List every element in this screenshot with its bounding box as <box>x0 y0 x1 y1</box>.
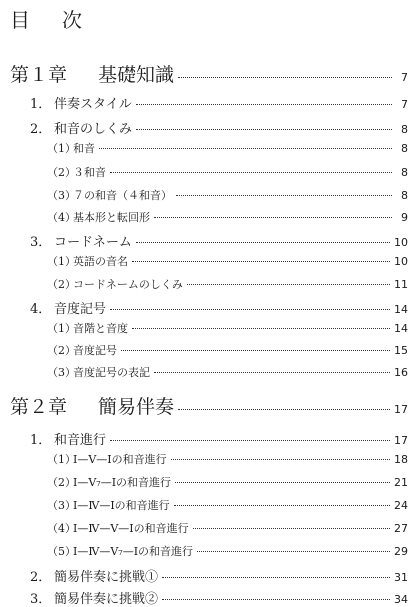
chapter-title: 簡易伴奏 <box>98 396 175 418</box>
dot-leader <box>99 148 392 149</box>
toc-section-entry[interactable] <box>30 566 408 585</box>
entry-number: （2） <box>47 278 76 291</box>
dot-leader <box>171 459 390 460</box>
entry-title: 基本形と転回形 <box>73 211 150 224</box>
entry-title: 音度記号 <box>54 302 107 317</box>
entry-number: （1） <box>47 255 76 268</box>
dot-leader <box>136 129 392 130</box>
dot-leader <box>193 528 390 529</box>
page-number: 8 <box>401 142 408 155</box>
page-number: 14 <box>394 303 408 316</box>
chapter-title: 基礎知識 <box>98 64 175 86</box>
dot-leader <box>176 195 392 196</box>
page-number: 17 <box>394 403 408 416</box>
toc-subsection-entry[interactable] <box>47 342 408 358</box>
entry-number: （1） <box>47 322 76 335</box>
page-number: 34 <box>394 593 408 606</box>
toc-section-entry[interactable] <box>30 588 408 607</box>
entry-title: ３和音 <box>73 166 106 179</box>
entry-title: 伴奏スタイル <box>54 97 132 112</box>
dot-leader <box>162 577 390 578</box>
entry-number: 2． <box>30 570 52 585</box>
toc-subsection-entry[interactable] <box>47 497 408 513</box>
entry-title: Ⅰ—Ⅴ—Ⅰの和音進行 <box>73 453 167 466</box>
page-number: 18 <box>394 453 408 466</box>
dot-leader <box>174 505 390 506</box>
chapter-number: 第２章 <box>10 396 68 418</box>
page-number: 27 <box>394 522 408 535</box>
toc-subsection-entry[interactable] <box>47 253 408 269</box>
page-number: 10 <box>394 236 408 249</box>
page-number: 8 <box>401 189 408 202</box>
entry-title: 音階と音度 <box>73 322 128 335</box>
entry-number: （3） <box>47 366 76 379</box>
page-number: 24 <box>394 499 408 512</box>
dot-leader <box>132 328 390 329</box>
toc-subsection-entry[interactable] <box>47 543 408 559</box>
entry-number: （2） <box>47 344 76 357</box>
entry-number: 3． <box>30 235 52 250</box>
entry-title: 英語の音名 <box>73 255 128 268</box>
dot-leader <box>178 77 392 78</box>
page-number: 7 <box>401 71 408 84</box>
toc-subsection-entry[interactable] <box>47 364 408 380</box>
page-number: 31 <box>394 571 408 584</box>
dot-leader <box>178 409 390 410</box>
dot-leader <box>197 551 390 552</box>
entry-number: （3） <box>47 499 76 512</box>
toc-section-entry[interactable] <box>30 93 408 112</box>
dot-leader <box>132 261 390 262</box>
entry-title: Ⅰ—Ⅳ—Ⅰの和音進行 <box>73 499 170 512</box>
toc-subsection-entry[interactable] <box>47 209 408 225</box>
dot-leader <box>187 284 390 285</box>
dot-leader <box>136 242 390 243</box>
entry-number: （4） <box>47 522 76 535</box>
entry-number: （5） <box>47 545 76 558</box>
entry-number: （2） <box>47 476 76 489</box>
dot-leader <box>154 217 392 218</box>
page-number: 21 <box>394 476 408 489</box>
page-number: 10 <box>394 255 408 268</box>
entry-title: コードネーム <box>54 235 132 250</box>
page-number: 15 <box>394 344 408 357</box>
page-number: 9 <box>401 211 408 224</box>
entry-title: 和音 <box>73 142 95 155</box>
dot-leader <box>121 350 390 351</box>
entry-number: （2） <box>47 166 76 179</box>
dot-leader <box>175 482 390 483</box>
entry-title: 音度記号 <box>73 344 117 357</box>
dot-leader <box>136 104 392 105</box>
toc-subsection-entry[interactable] <box>47 520 408 536</box>
toc-section-entry[interactable] <box>30 118 408 137</box>
entry-title: Ⅰ—Ⅴ₇—Ⅰの和音進行 <box>73 476 172 489</box>
entry-title: 簡易伴奏に挑戦② <box>54 592 159 607</box>
entry-title: ７の和音（４和音） <box>73 189 172 202</box>
toc-subsection-entry[interactable] <box>47 276 408 292</box>
page-number: 16 <box>394 366 408 379</box>
page-number: 14 <box>394 322 408 335</box>
toc-subsection-entry[interactable] <box>47 140 408 156</box>
entry-number: 2． <box>30 122 52 137</box>
entry-title: 和音進行 <box>54 433 107 448</box>
entry-number: 4． <box>30 302 52 317</box>
dot-leader <box>154 372 390 373</box>
entry-title: 和音のしくみ <box>54 122 133 137</box>
page-title: 目 次 <box>10 8 88 32</box>
toc-section-entry[interactable] <box>30 298 408 317</box>
entry-title: コードネームのしくみ <box>73 278 183 291</box>
entry-title: 音度記号の表記 <box>73 366 150 379</box>
entry-title: Ⅰ—Ⅳ—Ⅴ—Ⅰの和音進行 <box>73 522 189 535</box>
dot-leader <box>110 440 390 441</box>
entry-number: （3） <box>47 189 76 202</box>
page-number: 7 <box>401 98 408 111</box>
toc-subsection-entry[interactable] <box>47 474 408 490</box>
toc-subsection-entry[interactable] <box>47 320 408 336</box>
toc-subsection-entry[interactable] <box>47 187 408 203</box>
chapter-heading[interactable] <box>10 392 408 419</box>
entry-number: （4） <box>47 211 76 224</box>
page-number: 29 <box>394 545 408 558</box>
dot-leader <box>110 172 392 173</box>
entry-number: 1． <box>30 97 52 112</box>
entry-number: （1） <box>47 142 76 155</box>
entry-title: 簡易伴奏に挑戦① <box>54 570 159 585</box>
entry-number: （1） <box>47 453 76 466</box>
toc-section-entry[interactable] <box>30 231 408 250</box>
toc-subsection-entry[interactable] <box>47 164 408 180</box>
entry-title: Ⅰ—Ⅳ—Ⅴ₇—Ⅰの和音進行 <box>73 545 194 558</box>
entry-number: 1． <box>30 433 52 448</box>
page-number: 11 <box>394 278 408 291</box>
dot-leader <box>110 309 390 310</box>
page-number: 8 <box>401 123 408 136</box>
toc-subsection-entry[interactable] <box>47 451 408 467</box>
chapter-heading[interactable] <box>10 60 408 87</box>
page-number: 8 <box>401 166 408 179</box>
entry-number: 3． <box>30 592 52 607</box>
chapter-number: 第１章 <box>10 64 68 86</box>
toc-section-entry[interactable] <box>30 429 408 448</box>
page-number: 17 <box>394 434 408 447</box>
